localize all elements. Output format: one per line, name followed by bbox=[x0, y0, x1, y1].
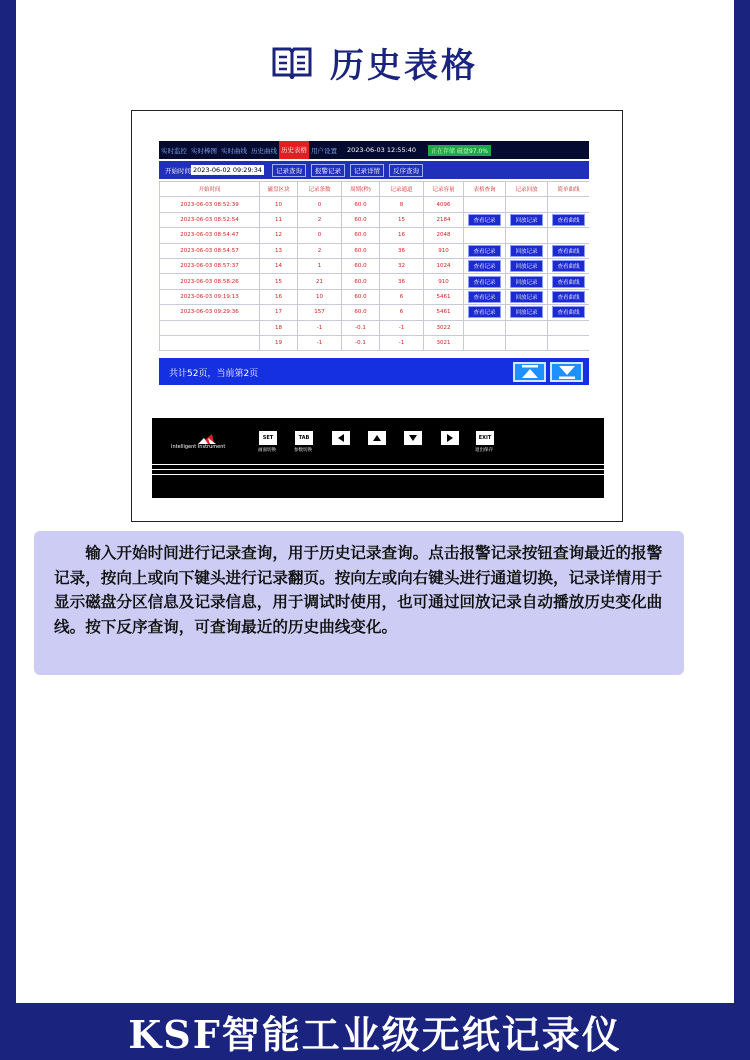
table-cell: 2023-06-03 08:52:54 bbox=[160, 212, 260, 227]
table-cell bbox=[464, 335, 506, 350]
panel-stripe bbox=[152, 464, 604, 465]
table-cell: 21 bbox=[298, 274, 342, 289]
table-cell: 18 bbox=[260, 320, 298, 335]
table-cell: -1 bbox=[380, 335, 424, 350]
view-curve-button[interactable]: 查看曲线 bbox=[552, 214, 584, 226]
column-header: 开始时间 bbox=[160, 182, 260, 197]
device-key-panel bbox=[152, 418, 604, 498]
replay-record-button[interactable]: 回放记录 bbox=[510, 276, 542, 288]
column-header: 记录回放 bbox=[506, 182, 548, 197]
table-cell: -1 bbox=[298, 320, 342, 335]
table-cell bbox=[506, 320, 548, 335]
query-bar bbox=[159, 161, 589, 179]
tab-realtime-bar[interactable]: 实时棒图 bbox=[191, 146, 217, 155]
set-key-caption: 画面切换 bbox=[258, 448, 276, 453]
view-record-button[interactable]: 查看记录 bbox=[468, 260, 500, 272]
tab-history-curve[interactable]: 历史曲线 bbox=[251, 146, 277, 155]
column-header: 表格查询 bbox=[464, 182, 506, 197]
table-cell: 2184 bbox=[424, 212, 464, 227]
table-cell bbox=[548, 274, 590, 289]
view-curve-button[interactable]: 查看曲线 bbox=[552, 306, 584, 318]
reverse-query-button[interactable]: 反序查询 bbox=[389, 164, 423, 177]
table-cell bbox=[506, 243, 548, 258]
start-time-label: 开始时间 bbox=[165, 166, 191, 175]
table-cell bbox=[548, 228, 590, 243]
table-cell: -0.1 bbox=[342, 320, 380, 335]
column-header: 周期(秒) bbox=[342, 182, 380, 197]
page-title: 历史表格 bbox=[330, 45, 478, 86]
table-cell bbox=[464, 305, 506, 320]
replay-record-button[interactable]: 回放记录 bbox=[510, 306, 542, 318]
table-cell: 0 bbox=[298, 228, 342, 243]
view-curve-button[interactable]: 查看曲线 bbox=[552, 291, 584, 303]
down-arrow-icon bbox=[409, 434, 417, 442]
table-cell: 17 bbox=[260, 305, 298, 320]
table-cell: 10 bbox=[298, 289, 342, 304]
table-header-row bbox=[160, 182, 590, 197]
right-key[interactable] bbox=[441, 431, 459, 445]
table-cell: 3021 bbox=[424, 335, 464, 350]
table-row bbox=[160, 289, 590, 304]
table-cell: 60.0 bbox=[342, 274, 380, 289]
title-row bbox=[16, 38, 734, 86]
table-cell: 60.0 bbox=[342, 289, 380, 304]
table-cell bbox=[506, 274, 548, 289]
table-cell: 16 bbox=[380, 228, 424, 243]
view-curve-button[interactable]: 查看曲线 bbox=[552, 245, 584, 257]
column-header: 磁盘区块 bbox=[260, 182, 298, 197]
table-row bbox=[160, 335, 590, 350]
table-cell bbox=[506, 197, 548, 212]
device-screen bbox=[159, 141, 589, 385]
page-up-button[interactable] bbox=[513, 362, 546, 382]
table-cell: 157 bbox=[298, 305, 342, 320]
table-cell bbox=[548, 212, 590, 227]
table-cell bbox=[464, 228, 506, 243]
table-cell: -1 bbox=[298, 335, 342, 350]
column-header: 记录通道 bbox=[380, 182, 424, 197]
product-title: KSF智能工业级无纸记录仪 bbox=[128, 1012, 622, 1057]
view-record-button[interactable]: 查看记录 bbox=[468, 306, 500, 318]
table-cell: 5461 bbox=[424, 289, 464, 304]
table-cell bbox=[464, 320, 506, 335]
up-key[interactable] bbox=[368, 431, 386, 445]
table-cell: 910 bbox=[424, 274, 464, 289]
table-cell: 1 bbox=[298, 258, 342, 273]
view-curve-button[interactable]: 查看曲线 bbox=[552, 276, 584, 288]
table-cell: 32 bbox=[380, 258, 424, 273]
table-cell bbox=[160, 335, 260, 350]
alarm-record-button[interactable]: 报警记录 bbox=[311, 164, 345, 177]
table-footer-bar bbox=[159, 358, 589, 385]
table-cell: 60.0 bbox=[342, 228, 380, 243]
right-arrow-icon bbox=[446, 434, 454, 442]
table-cell: 2023-06-03 08:54:47 bbox=[160, 228, 260, 243]
description-box bbox=[34, 531, 684, 675]
table-cell: 60.0 bbox=[342, 305, 380, 320]
page-sheet bbox=[16, 0, 734, 1003]
table-cell bbox=[464, 197, 506, 212]
device-frame bbox=[131, 110, 623, 522]
tab-user-settings[interactable]: 用户设置 bbox=[311, 146, 337, 155]
table-cell: 60.0 bbox=[342, 212, 380, 227]
tab-realtime-curve[interactable]: 实时曲线 bbox=[221, 146, 247, 155]
view-record-button[interactable]: 查看记录 bbox=[468, 276, 500, 288]
left-key[interactable] bbox=[332, 431, 350, 445]
table-cell bbox=[464, 212, 506, 227]
table-cell: 4096 bbox=[424, 197, 464, 212]
view-record-button[interactable]: 查看记录 bbox=[468, 214, 500, 226]
table-cell: 2023-06-03 08:52:39 bbox=[160, 197, 260, 212]
book-icon bbox=[272, 45, 312, 79]
table-cell: 60.0 bbox=[342, 258, 380, 273]
table-row bbox=[160, 258, 590, 273]
page-count-text: 共计52页，当前第2页 bbox=[169, 369, 259, 379]
table-cell bbox=[464, 289, 506, 304]
table-cell: 10 bbox=[260, 197, 298, 212]
table-row bbox=[160, 243, 590, 258]
view-record-button[interactable]: 查看记录 bbox=[468, 291, 500, 303]
table-cell: 5461 bbox=[424, 305, 464, 320]
table-cell: 11 bbox=[260, 212, 298, 227]
table-cell bbox=[548, 258, 590, 273]
tab-key[interactable] bbox=[295, 431, 313, 445]
table-cell: 1024 bbox=[424, 258, 464, 273]
clock: 2023-06-03 12:55:40 bbox=[347, 146, 417, 154]
replay-record-button[interactable]: 回放记录 bbox=[510, 214, 542, 226]
record-detail-button[interactable]: 记录详情 bbox=[350, 164, 384, 177]
set-key[interactable] bbox=[259, 431, 277, 445]
exit-key-caption: 退出保存 bbox=[475, 448, 493, 453]
tab-history-table[interactable]: 历史表格 bbox=[279, 141, 309, 159]
view-curve-button[interactable]: 查看曲线 bbox=[552, 260, 584, 272]
table-cell bbox=[506, 335, 548, 350]
down-key[interactable] bbox=[404, 431, 422, 445]
table-cell: 60.0 bbox=[342, 243, 380, 258]
table-cell: 2023-06-03 09:19:13 bbox=[160, 289, 260, 304]
table-cell: 2048 bbox=[424, 228, 464, 243]
column-header: 记录容量 bbox=[424, 182, 464, 197]
table-cell bbox=[160, 320, 260, 335]
column-header: 简单曲线 bbox=[548, 182, 590, 197]
page-down-button[interactable] bbox=[550, 362, 583, 382]
exit-key[interactable] bbox=[476, 431, 494, 445]
replay-record-button[interactable]: 回放记录 bbox=[510, 291, 542, 303]
set-key-label: SET bbox=[262, 435, 274, 441]
table-row bbox=[160, 228, 590, 243]
exit-key-label: EXIT bbox=[478, 435, 492, 441]
table-cell: 8 bbox=[380, 197, 424, 212]
panel-stripe bbox=[152, 474, 604, 475]
table-cell: 14 bbox=[260, 258, 298, 273]
table-row bbox=[160, 212, 590, 227]
page-down-icon bbox=[558, 365, 576, 379]
table-cell: 910 bbox=[424, 243, 464, 258]
table-cell: 19 bbox=[260, 335, 298, 350]
table-cell bbox=[548, 320, 590, 335]
table-cell: 6 bbox=[380, 289, 424, 304]
table-cell bbox=[548, 243, 590, 258]
description-text: 输入开始时间进行记录查询，用于历史记录查询。点击报警记录按钮查询最近的报警记录，按向上或向下键头进行记录翻页。按向左或向右键头进行通道切换，记录详情用于显示磁盘分区信息及记录信息，用于调试时使用，也可通过回放记录自动播放历史变化曲线。按下反序查询，可查询最近的历史曲线变化。 bbox=[54, 544, 663, 636]
table-cell: 2023-06-03 08:54:57 bbox=[160, 243, 260, 258]
left-arrow-icon bbox=[337, 434, 345, 442]
table-cell bbox=[464, 258, 506, 273]
table-cell bbox=[548, 197, 590, 212]
history-table bbox=[159, 181, 589, 351]
table-row bbox=[160, 197, 590, 212]
table-cell bbox=[506, 305, 548, 320]
table-cell: 15 bbox=[380, 212, 424, 227]
panel-stripe bbox=[152, 469, 604, 470]
table-cell bbox=[506, 212, 548, 227]
table-cell: 60.0 bbox=[342, 197, 380, 212]
table-cell bbox=[464, 274, 506, 289]
table-cell: 16 bbox=[260, 289, 298, 304]
table-cell: 36 bbox=[380, 243, 424, 258]
replay-record-button[interactable]: 回放记录 bbox=[510, 260, 542, 272]
table-cell bbox=[548, 305, 590, 320]
table-cell bbox=[464, 243, 506, 258]
table-cell: 15 bbox=[260, 274, 298, 289]
table-cell bbox=[506, 228, 548, 243]
start-time-input[interactable]: 2023-06-02 09:29:34 bbox=[193, 166, 263, 174]
screen-tab-bar bbox=[159, 141, 589, 159]
table-cell bbox=[548, 289, 590, 304]
table-cell: 6 bbox=[380, 305, 424, 320]
tab-realtime-monitor[interactable]: 实时监控 bbox=[161, 146, 187, 155]
table-cell bbox=[548, 335, 590, 350]
table-cell: 2 bbox=[298, 212, 342, 227]
page-up-icon bbox=[521, 365, 539, 379]
record-query-button[interactable]: 记录查询 bbox=[272, 164, 306, 177]
table-cell: 0 bbox=[298, 197, 342, 212]
table-row bbox=[160, 274, 590, 289]
table-cell: 3022 bbox=[424, 320, 464, 335]
view-record-button[interactable]: 查看记录 bbox=[468, 245, 500, 257]
table-cell: 2023-06-03 09:29:36 bbox=[160, 305, 260, 320]
table-cell: -0.1 bbox=[342, 335, 380, 350]
logo-text: Intelligent Instrument bbox=[171, 444, 226, 450]
table-cell: 13 bbox=[260, 243, 298, 258]
table-cell: 2023-06-03 08:57:37 bbox=[160, 258, 260, 273]
table-row bbox=[160, 305, 590, 320]
tab-key-label: TAB bbox=[298, 435, 310, 441]
tab-key-caption: 参数切换 bbox=[294, 448, 312, 453]
table-row bbox=[160, 320, 590, 335]
table-cell: 36 bbox=[380, 274, 424, 289]
column-header: 记录条数 bbox=[298, 182, 342, 197]
table-cell: 2023-06-03 08:58:26 bbox=[160, 274, 260, 289]
replay-record-button[interactable]: 回放记录 bbox=[510, 245, 542, 257]
table-cell: 12 bbox=[260, 228, 298, 243]
table-cell: 2 bbox=[298, 243, 342, 258]
table-cell: -1 bbox=[380, 320, 424, 335]
up-arrow-icon bbox=[373, 434, 381, 442]
storage-status-badge: 正在存储 磁盘97.0% bbox=[428, 145, 491, 156]
table-cell bbox=[506, 289, 548, 304]
table-cell bbox=[506, 258, 548, 273]
